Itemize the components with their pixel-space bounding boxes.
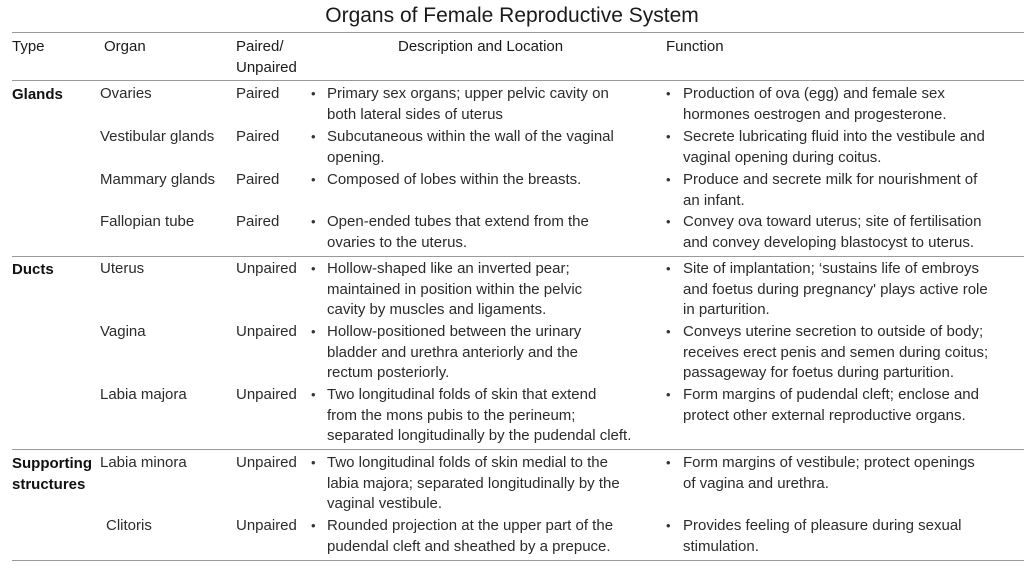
function-line: Site of implantation; ‘sustains life of embroys (683, 260, 979, 277)
description-line: Subcutaneous within the wall of the vaginal (327, 128, 614, 145)
description-bullet: • (311, 261, 316, 276)
function-line: Production of ova (egg) and female sex (683, 85, 945, 102)
description-line: Two longitudinal folds of skin medial to the (327, 454, 608, 471)
function-line: protect other external reproductive organs. (683, 406, 966, 424)
description-line: both lateral sides of uterus (327, 105, 503, 123)
function-line: Produce and secrete milk for nourishment of (683, 171, 978, 188)
description-bullet: • (311, 324, 316, 339)
description-bullet: • (311, 214, 316, 229)
description-bullet: • (311, 129, 316, 144)
organ-name: Mammary glands (100, 171, 216, 188)
paired-value: Paired (236, 171, 280, 188)
description-line: opening. (327, 148, 385, 166)
header-paired-line2: Unpaired (236, 58, 297, 76)
description-bullet: • (311, 455, 316, 470)
paired-value: Unpaired (236, 454, 297, 471)
header-function: Function (666, 38, 724, 55)
paired-value: Unpaired (236, 260, 297, 277)
function-bullet: • (666, 324, 671, 339)
description-line: Hollow-positioned between the urinary (327, 323, 582, 340)
paired-value: Unpaired (236, 386, 297, 403)
description-line: vaginal vestibule. (327, 495, 443, 512)
description-line: Rounded projection at the upper part of the (327, 517, 614, 534)
group-divider (12, 449, 1024, 450)
description-line: Open-ended tubes that extend from the (327, 213, 589, 230)
function-line: an infant. (683, 191, 745, 209)
description-line: maintained in position within the pelvic (327, 280, 583, 298)
description-line: Hollow-shaped like an inverted pear; (327, 260, 570, 277)
header-type: Type (12, 38, 45, 55)
paired-value: Unpaired (236, 517, 297, 534)
function-line: of vagina and urethra. (683, 474, 829, 492)
organ-name: Labia minora (100, 454, 187, 471)
paired-value: Paired (236, 128, 280, 145)
function-line: stimulation. (683, 537, 759, 555)
description-line: separated longitudinally by the pudendal cleft. (327, 427, 632, 444)
function-line: Provides feeling of pleasure during sexual (683, 517, 962, 534)
organ-name: Vagina (100, 323, 146, 340)
organ-name: Uterus (100, 260, 145, 277)
function-line: Conveys uterine secretion to outside of body; (683, 323, 984, 340)
function-line: and convey developing blastocyst to uterus. (683, 233, 975, 251)
description-line: cavity by muscles and ligaments. (327, 301, 547, 318)
function-line: vaginal opening during coitus. (683, 148, 882, 166)
top-rule (12, 32, 1024, 33)
function-bullet: • (666, 86, 671, 101)
function-line: Form margins of vestibule; protect openings (683, 454, 975, 471)
bottom-rule (12, 560, 1024, 561)
header-organ: Organ (104, 38, 146, 55)
function-line: Form margins of pudendal cleft; enclose and (683, 386, 979, 403)
description-line: Composed of lobes within the breasts. (327, 171, 582, 188)
description-bullet: • (311, 387, 316, 402)
function-bullet: • (666, 455, 671, 470)
description-bullet: • (311, 86, 316, 101)
page-title: Organs of Female Reproductive System (325, 4, 699, 27)
type-label: structures (12, 475, 86, 493)
header-rule (12, 80, 1024, 81)
function-bullet: • (666, 518, 671, 533)
description-line: from the mons pubis to the perineum; (327, 406, 576, 424)
group-divider (12, 256, 1024, 257)
function-bullet: • (666, 214, 671, 229)
header-paired-line1: Paired/ (236, 38, 284, 55)
function-bullet: • (666, 172, 671, 187)
type-label: Supporting (12, 455, 92, 472)
organ-name: Clitoris (106, 517, 152, 534)
function-line: receives erect penis and semen during coitus; (683, 343, 989, 361)
function-line: and foetus during pregnancy' plays active role (683, 280, 988, 298)
description-bullet: • (311, 172, 316, 187)
organ-name: Fallopian tube (100, 213, 195, 230)
description-line: pudendal cleft and sheathed by a prepuce. (327, 537, 611, 555)
function-line: Convey ova toward uterus; site of fertilisation (683, 213, 982, 230)
organ-name: Ovaries (100, 85, 152, 102)
function-bullet: • (666, 387, 671, 402)
function-line: hormones oestrogen and progesterone. (683, 105, 947, 123)
header-description: Description and Location (398, 38, 564, 55)
function-bullet: • (666, 261, 671, 276)
description-line: Primary sex organs; upper pelvic cavity on (327, 85, 609, 102)
function-line: in parturition. (683, 301, 770, 318)
description-line: bladder and urethra anteriorly and the (327, 343, 579, 361)
description-line: Two longitudinal folds of skin that extend (327, 386, 597, 403)
organ-name: Vestibular glands (100, 128, 215, 145)
paired-value: Unpaired (236, 323, 297, 340)
paired-value: Paired (236, 85, 280, 102)
description-line: rectum posteriorly. (327, 364, 450, 381)
description-line: labia majora; separated longitudinally by the (327, 474, 620, 492)
organ-name: Labia majora (100, 386, 187, 403)
function-line: passageway for foetus during parturition. (683, 364, 954, 381)
type-label: Glands (12, 86, 63, 103)
description-bullet: • (311, 518, 316, 533)
description-line: ovaries to the uterus. (327, 233, 468, 251)
paired-value: Paired (236, 213, 280, 230)
type-label: Ducts (12, 261, 54, 278)
function-bullet: • (666, 129, 671, 144)
function-line: Secrete lubricating fluid into the vestibule and (683, 128, 985, 145)
